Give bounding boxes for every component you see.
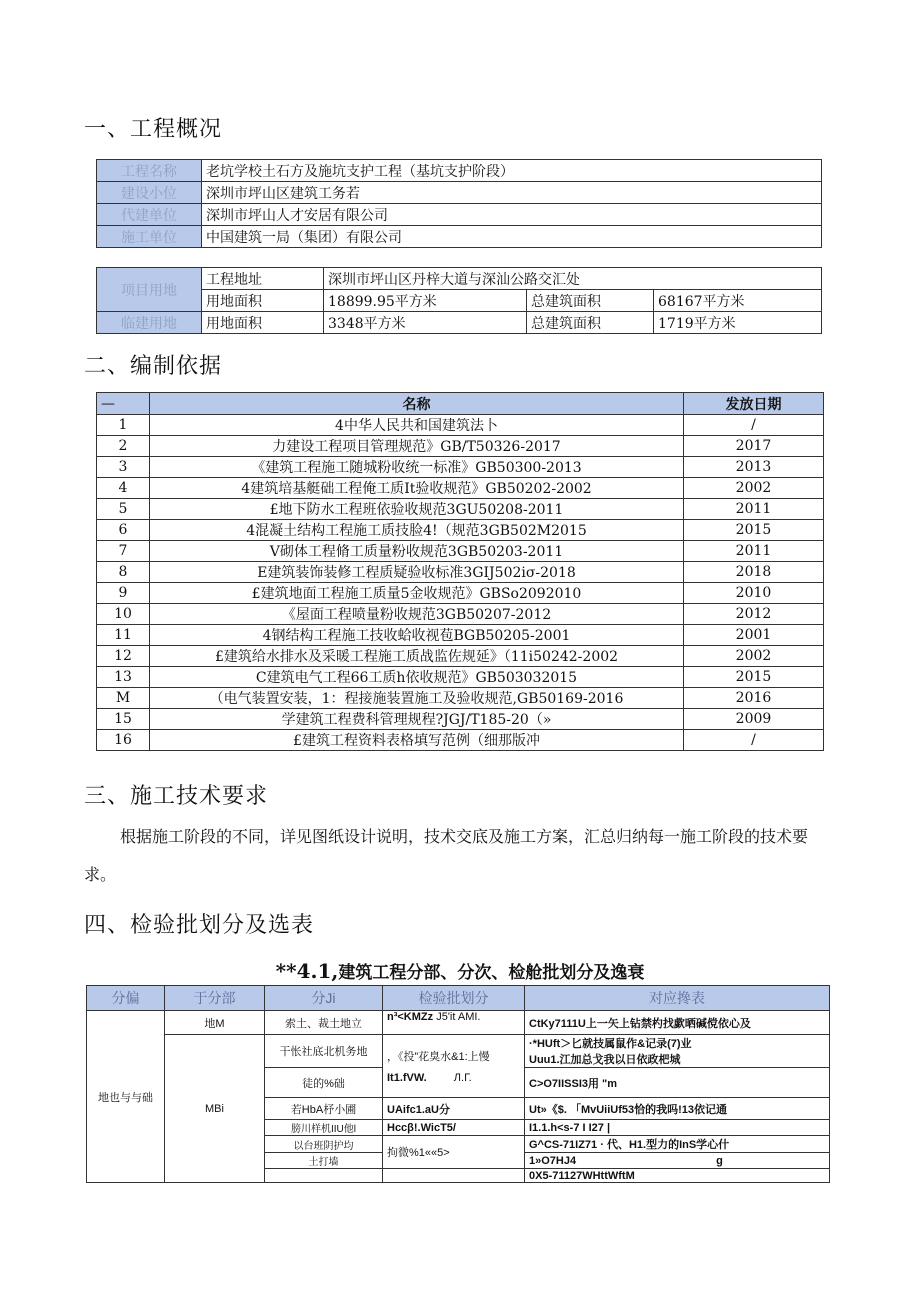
basis-no: 5 [97, 499, 150, 520]
basis-date: 2011 [684, 499, 824, 520]
inspection-caption [0, 958, 920, 983]
basis-date: 2016 [684, 688, 824, 709]
address-label: 工程地址 [202, 268, 324, 290]
basis-name: 《屋面工程喷量粉收规范3GB50207-2012 [150, 604, 684, 625]
basis-date: 2011 [684, 541, 824, 562]
basis-row [97, 520, 824, 541]
item-2: 干怅社底北机务地 [265, 1035, 383, 1068]
basis-no: 13 [97, 667, 150, 688]
temp-land-area-value: 3348平方米 [324, 312, 527, 334]
overview-table [96, 159, 822, 248]
basis-no: 9 [97, 583, 150, 604]
basis-date: 2010 [684, 583, 824, 604]
lot-2b: It1.fVW. [387, 1072, 427, 1084]
lot-3: UAifc1.aU分 [383, 1098, 525, 1120]
item-7: 土打墙 [265, 1153, 383, 1169]
form-1: CtKy7111U上一矢上钻禁杓找歔晒碱傥依心及 [525, 1011, 830, 1035]
lot-2c: Л.Г. [453, 1072, 472, 1084]
overview-value: 深圳市坪山人才安居有限公司 [202, 204, 822, 226]
basis-corner: — [97, 393, 150, 415]
basis-row [97, 562, 824, 583]
basis-no: 12 [97, 646, 150, 667]
project-land-label: 项目用地 [97, 268, 202, 312]
section-title-overview: 一、工程概况 [84, 117, 223, 142]
basis-row [97, 499, 824, 520]
form-2 [525, 1035, 830, 1068]
overview-label: 工程名称 [97, 160, 202, 182]
basis-name: C建筑电气工程66工质h依收规范》GB503032015 [150, 667, 684, 688]
subdivision-2: MBi [165, 1035, 265, 1183]
overview-value: 深圳市坪山区建筑工务若 [202, 182, 822, 204]
basis-row [97, 709, 824, 730]
form-2b: Uuu1.江加总戈我以日依政杷城 [529, 1054, 681, 1066]
basis-name: £建筑给水排水及采暖工程施工质战监佐规延》（11i50242-2002 [150, 646, 684, 667]
basis-name: 4建筑培基艇础工程俺工质It验收规范》GB50202-2002 [150, 478, 684, 499]
basis-row [97, 604, 824, 625]
form-3: C>O7IISSI3用 "m [525, 1068, 830, 1098]
form-2a: ·*HUft＞匕就技属鼠作&记录(7)业 [529, 1038, 692, 1050]
basis-no: 3 [97, 457, 150, 478]
form-8: 0X5-71127WHttWftM [525, 1169, 830, 1183]
form-7 [525, 1153, 830, 1169]
item-3: 徒的%础 [265, 1068, 383, 1098]
lot-2 [383, 1035, 525, 1098]
item-4: 若HbA杼小圃 [265, 1098, 383, 1120]
basis-name: E建筑装饰装修工程质疑验收标准3GIJ502iσ-2018 [150, 562, 684, 583]
subdivision-1: 地M [165, 1011, 265, 1035]
caption-prefix: **4.1, [275, 959, 339, 983]
header-item: 分Ji [265, 986, 383, 1011]
basis-row [97, 730, 824, 751]
temp-building-area-value: 1719平方米 [654, 312, 822, 334]
basis-name: 《建筑工程施工随城粉收统一标准》GB50300-2013 [150, 457, 684, 478]
basis-date: 2018 [684, 562, 824, 583]
basis-no: 1 [97, 415, 150, 436]
basis-date: 2013 [684, 457, 824, 478]
basis-name: 力建设工程项目管理规范》GB/T50326-2017 [150, 436, 684, 457]
basis-date: 2002 [684, 478, 824, 499]
temp-building-area-label: 总建筑面积 [527, 312, 654, 334]
basis-name: 4钢结构工程施工技收蛤收视苞BGB50205-2001 [150, 625, 684, 646]
basis-no: 6 [97, 520, 150, 541]
basis-date: 2015 [684, 520, 824, 541]
lot-4: Hccβ!.WicT5/ [383, 1120, 525, 1136]
form-6: G^CS-71IZ71 · 代、H1.型力的InS学心什 [525, 1136, 830, 1153]
basis-no: 7 [97, 541, 150, 562]
basis-table [96, 392, 824, 751]
division-cell: 地也与与础 [87, 1011, 165, 1183]
overview-row [97, 182, 822, 204]
caption-text: 建筑工程分部、分次、检舱批划分及逸衰 [338, 963, 645, 983]
land-table [96, 267, 822, 334]
basis-row [97, 667, 824, 688]
basis-row [97, 583, 824, 604]
basis-date: / [684, 730, 824, 751]
basis-name: 学建筑工程费科管理规程?JGJ/T185-20（» [150, 709, 684, 730]
form-7a: 1»O7HJ4 [529, 1154, 577, 1167]
land-area-label: 用地面积 [202, 290, 324, 312]
overview-label: 建设小位 [97, 182, 202, 204]
basis-no: 15 [97, 709, 150, 730]
basis-name: 4混凝土结构工程施工质技脸4!（规范3GB502M2015 [150, 520, 684, 541]
basis-no: M [97, 688, 150, 709]
header-lot: 检验批划分 [383, 986, 525, 1011]
basis-name: （电气装置安装，1：程接施装置施工及验收规范,GB50169-2016 [150, 688, 684, 709]
basis-date: / [684, 415, 824, 436]
lot-5: 拘微%1««5> [383, 1136, 525, 1169]
overview-value: 中国建筑一局（集团）有限公司 [202, 226, 822, 248]
temp-land-area-label: 用地面积 [202, 312, 324, 334]
header-division: 分偏 [87, 986, 165, 1011]
basis-date: 2002 [684, 646, 824, 667]
building-area-value: 68167平方米 [654, 290, 822, 312]
basis-name: £地下防水工程班依验收规范3GU50208-2011 [150, 499, 684, 520]
section-title-basis: 二、编制依据 [84, 354, 223, 379]
basis-no: 8 [97, 562, 150, 583]
basis-name: 4中华人民共和国建筑法卜 [150, 415, 684, 436]
basis-no: 11 [97, 625, 150, 646]
tech-paragraph: 根据施工阶段的不同，详见图纸设计说明，技术交底及施工方案，汇总归纳每一施工阶段的技术要求。 [84, 827, 809, 884]
item-6: 以台班阴护均 [265, 1136, 383, 1153]
item-5: 膀川样机IIU他l [265, 1120, 383, 1136]
basis-col-date: 发放日期 [684, 393, 824, 415]
header-form: 对应搀表 [525, 986, 830, 1011]
basis-row [97, 478, 824, 499]
basis-row [97, 541, 824, 562]
form-5: I1.1.h<s-7 I I27 | [525, 1120, 830, 1136]
basis-name: V砌体工程脩工质量粉收规范3GB50203-2011 [150, 541, 684, 562]
lot-1a: n³<KMZz [387, 1011, 434, 1023]
basis-row [97, 625, 824, 646]
form-4: Ut»《$. 「MvUiiUf53恰的我吗!13依记通 [525, 1098, 830, 1120]
lot-2a: ，《投”花臭水&1:上慢 [387, 1051, 490, 1063]
basis-row [97, 646, 824, 667]
form-7b: g [716, 1154, 723, 1167]
overview-row [97, 204, 822, 226]
basis-date: 2001 [684, 625, 824, 646]
basis-date: 2009 [684, 709, 824, 730]
overview-value: 老坑学校土石方及施坑支护工程（基坑支护阶段） [202, 160, 822, 182]
lot-1b: J5'it AMI. [436, 1011, 481, 1023]
overview-row [97, 160, 822, 182]
basis-no: 4 [97, 478, 150, 499]
section-title-tech: 三、施工技术要求 [84, 784, 269, 809]
item-1: 索土、裁土地立 [265, 1011, 383, 1035]
building-area-label: 总建筑面积 [527, 290, 654, 312]
overview-label: 代建单位 [97, 204, 202, 226]
basis-date: 2015 [684, 667, 824, 688]
basis-no: 16 [97, 730, 150, 751]
basis-row [97, 457, 824, 478]
basis-no: 2 [97, 436, 150, 457]
overview-label: 施工单位 [97, 226, 202, 248]
section-title-inspection: 四、检验批划分及选表 [84, 913, 315, 938]
basis-no: 10 [97, 604, 150, 625]
basis-name: £建筑工程资料表格填写范例（细那版冲 [150, 730, 684, 751]
inspection-table [86, 985, 830, 1183]
basis-name: £建筑地面工程施工质量5金收规范》GBSo2092010 [150, 583, 684, 604]
temp-land-label: 临建用地 [97, 312, 202, 334]
basis-date: 2017 [684, 436, 824, 457]
basis-row [97, 436, 824, 457]
header-subdivision: 于分部 [165, 986, 265, 1011]
basis-date: 2012 [684, 604, 824, 625]
overview-row [97, 226, 822, 248]
basis-row [97, 688, 824, 709]
basis-row [97, 415, 824, 436]
address-value: 深圳市坪山区丹梓大道与深汕公路交汇处 [324, 268, 822, 290]
basis-col-name: 名称 [150, 393, 684, 415]
land-area-value: 18899.95平方米 [324, 290, 527, 312]
